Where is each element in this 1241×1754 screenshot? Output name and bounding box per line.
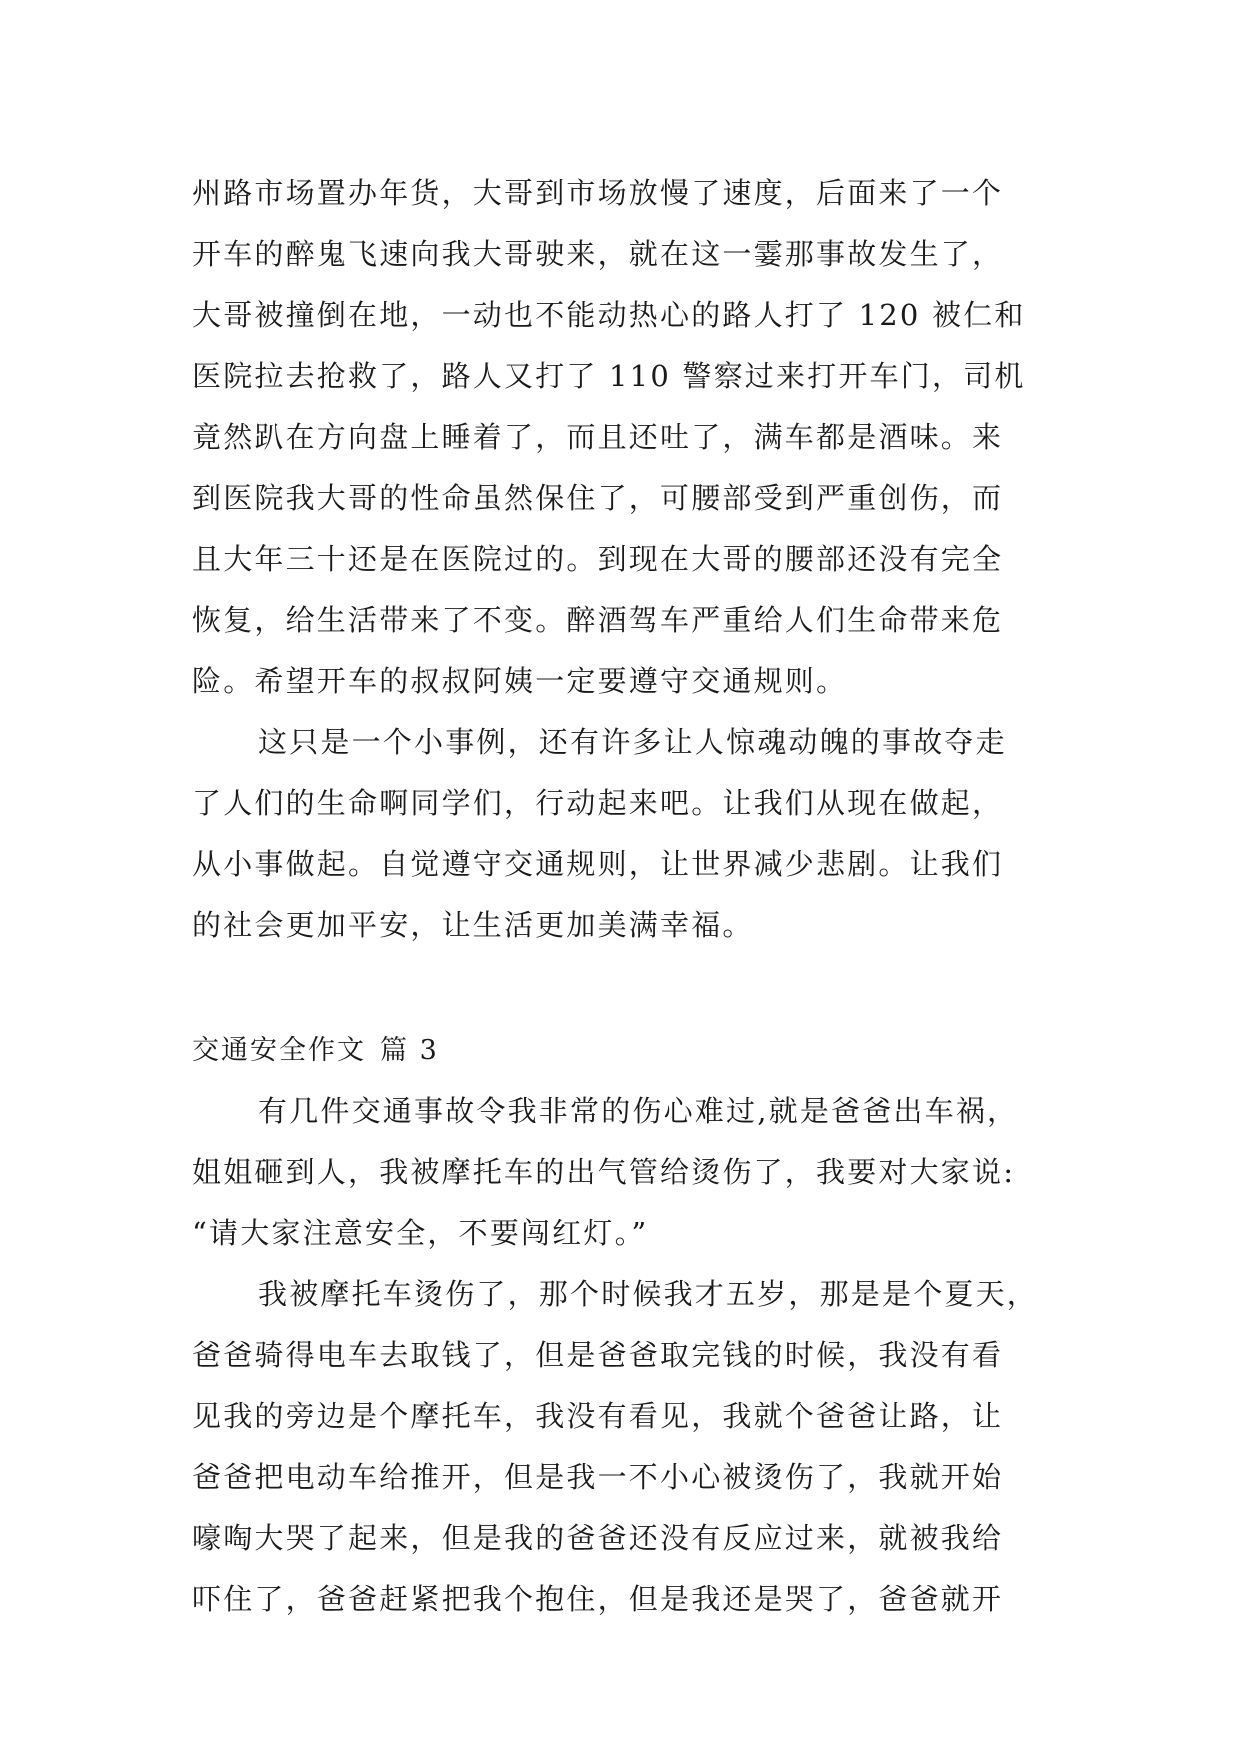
text-line: 到医院我大哥的性命虽然保住了，可腰部受到严重创伤，而	[192, 481, 1004, 515]
section-heading	[192, 1020, 1062, 1081]
heading-part: 篇 3	[380, 1035, 439, 1066]
text-line: 医院拉去抢救了，路人又打了 110 警察过来打开车门，司机	[192, 359, 1026, 393]
text-line: 吓住了，爸爸赶紧把我个抱住，但是我还是哭了，爸爸就开	[192, 1582, 1004, 1616]
paragraph-intro	[192, 1081, 1062, 1264]
text-line: 爸爸骑得电车去取钱了，但是爸爸取完钱的时候，我没有看	[192, 1338, 1004, 1372]
text-line: 州路市场置办年货，大哥到市场放慢了速度，后面来了一个	[192, 176, 1004, 210]
text-line: “请大家注意安全，不要闯红灯。”	[192, 1216, 649, 1250]
text-line: 见我的旁边是个摩托车，我没有看见，我就个爸爸让路，让	[192, 1399, 1004, 1433]
text-line: 有几件交通事故令我非常的伤心难过,就是爸爸出车祸，	[258, 1094, 1019, 1128]
document-body	[192, 163, 1062, 1630]
text-line: 险。希望开车的叔叔阿姨一定要遵守交通规则。	[192, 664, 848, 698]
heading-title: 交通安全作文	[192, 1035, 366, 1066]
text-line: 爸爸把电动车给推开，但是我一不小心被烫伤了，我就开始	[192, 1460, 1004, 1494]
paragraph-accident-story	[192, 163, 1062, 712]
text-line: 竟然趴在方向盘上睡着了，而且还吐了，满车都是酒味。来	[192, 420, 1004, 454]
text-line: 我被摩托车烫伤了，那个时候我才五岁，那是是个夏天，	[258, 1277, 1039, 1311]
text-line: 且大年三十还是在医院过的。到现在大哥的腰部还没有完全	[192, 542, 1004, 576]
paragraph-call-to-action	[192, 712, 1062, 956]
text-line: 从小事做起。自觉遵守交通规则，让世界减少悲剧。让我们	[192, 847, 1004, 881]
text-line: 姐姐砸到人，我被摩托车的出气管给烫伤了，我要对大家说:	[192, 1155, 1016, 1189]
text-line: 嚎啕大哭了起来，但是我的爸爸还没有反应过来，就被我给	[192, 1521, 1004, 1555]
text-line: 开车的醉鬼飞速向我大哥驶来，就在这一霎那事故发生了，	[192, 237, 1004, 271]
section-gap	[192, 956, 1062, 1020]
text-line: 大哥被撞倒在地，一动也不能动热心的路人打了 120 被仁和	[192, 298, 1026, 332]
paragraph-burn-story	[192, 1264, 1062, 1630]
text-line: 了人们的生命啊同学们，行动起来吧。让我们从现在做起，	[192, 786, 1004, 820]
text-line: 恢复，给生活带来了不变。醉酒驾车严重给人们生命带来危	[192, 603, 1004, 637]
text-line: 的社会更加平安，让生活更加美满幸福。	[192, 908, 754, 942]
text-line: 这只是一个小事例，还有许多让人惊魂动魄的事故夺走	[258, 725, 1007, 759]
